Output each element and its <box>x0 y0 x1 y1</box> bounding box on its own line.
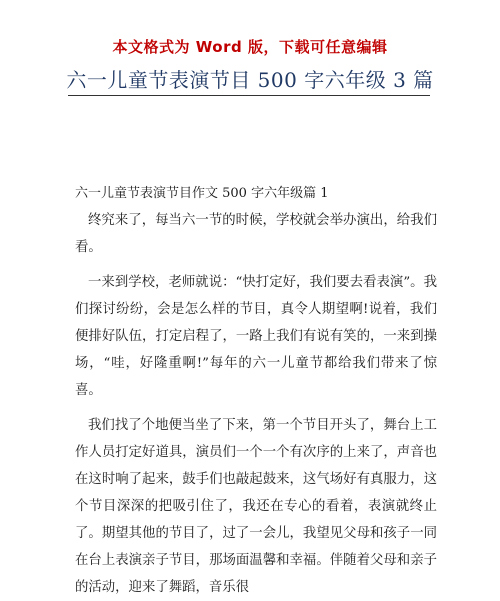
paragraph: 我们找了个地便当坐了下来，第一个节目开头了，舞台上工作人员打定好道具，演员们一个一个有次序的上来了，声音也在这时响了起来，鼓手们也敲起鼓来，这气场好有真服力，这个节目深深的把吸引住了，我还在专心的看着，表演就终止了。期望其他的节目了，过了一会儿，我望见父母和孩子一同在台上表演亲子节目，那场面温馨和幸福。伴随着父母和亲子的活动，迎来了舞蹈，音乐很 <box>75 418 437 595</box>
edit-notice: 本文格式为 Word 版，下载可任意编辑 <box>112 38 388 56</box>
title-underline <box>68 95 430 96</box>
document-title: 六一儿童节表演节目 500 字六年级 3 篇 <box>66 68 434 92</box>
paragraph: 一来到学校，老师就说：“快打定好，我们要去看表演”。我们探讨纷纷，会是怎么样的节目，真令人期望啊!说着，我们便排好队伍，打定启程了，一路上我们有说有笑的，一来到操场，“哇，好隆重啊!”每年的六一儿童节都给我们带来了惊喜。 <box>75 275 437 398</box>
article-heading: 六一儿童节表演节目作文 500 字六年级篇 1 <box>75 186 329 201</box>
paragraph: 终究来了，每当六一节的时候，学校就会举办演出，给我们看。 <box>75 213 437 255</box>
article-body <box>75 180 437 601</box>
